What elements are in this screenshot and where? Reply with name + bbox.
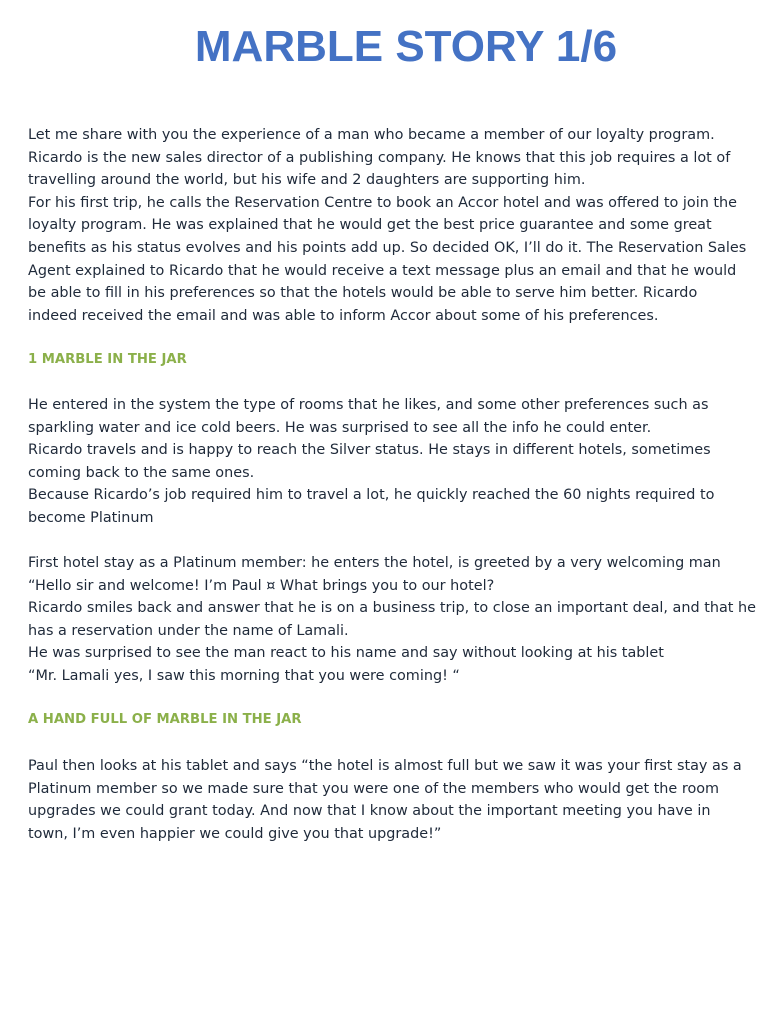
text-line: travelling around the world, but his wife and 2 daughters are supporting him.	[28, 172, 586, 189]
intro-paragraph	[28, 124, 748, 327]
text-line: First hotel stay as a Platinum member: he enters the hotel, is greeted by a very welcoming man	[28, 555, 721, 571]
text-line: Agent explained to Ricardo that he would receive a text message plus an email and that he would	[28, 262, 737, 279]
upgrade-paragraph	[28, 755, 748, 845]
page-title: MARBLE STORY 1/6	[194, 22, 618, 71]
text-line: loyalty program. He was explained that he would get the best price guarantee and some great	[28, 217, 712, 234]
text-line: has a reservation under the name of Lamali.	[28, 622, 349, 639]
hotel-stay-paragraph	[28, 552, 756, 688]
text-line: Paul then looks at his tablet and says “the hotel is almost full but we saw it was your first stay as a	[28, 758, 742, 774]
section-heading-2: A HAND FULL OF MARBLE IN THE JAR	[28, 712, 302, 727]
text-line: “Hello sir and welcome! I’m Paul ¤ What brings you to our hotel?	[28, 577, 495, 594]
section-heading-1: 1 MARBLE IN THE JAR	[28, 352, 187, 367]
text-line: coming back to the same ones.	[28, 464, 255, 481]
text-line: “Mr. Lamali yes, I saw this morning that you were coming! “	[28, 667, 460, 684]
text-line: Let me share with you the experience of a man who became a member of our loyalty program.	[28, 127, 715, 143]
text-line: town, I’m even happier we could give you that upgrade!”	[28, 825, 442, 842]
text-line: He was surprised to see the man react to his name and say without looking at his tablet	[28, 645, 664, 662]
preferences-paragraph	[28, 394, 748, 530]
text-line: Ricardo is the new sales director of a publishing company. He knows that this job requires a lot of	[28, 149, 731, 166]
text-line: indeed received the email and was able to inform Accor about some of his preferences.	[28, 307, 659, 324]
text-line: sparkling water and ice cold beers. He was surprised to see all the info he could enter.	[28, 419, 652, 436]
text-line: For his first trip, he calls the Reservation Centre to book an Accor hotel and was offered to join the	[28, 194, 738, 211]
text-line: He entered in the system the type of rooms that he likes, and some other preferences such as	[28, 397, 709, 413]
text-line: be able to fill in his preferences so that the hotels would be able to serve him better. Ricardo	[28, 285, 698, 302]
text-line: Because Ricardo’s job required him to travel a lot, he quickly reached the 60 nights required to	[28, 487, 715, 504]
text-line: Ricardo smiles back and answer that he is on a business trip, to close an important deal, and that he	[28, 600, 756, 617]
text-line: become Platinum	[28, 509, 154, 526]
text-line: Ricardo travels and is happy to reach the Silver status. He stays in different hotels, sometimes	[28, 442, 711, 459]
text-line: Platinum member so we made sure that you were one of the members who would get the room	[28, 780, 720, 797]
text-line: upgrades we could grant today. And now that I know about the important meeting you have in	[28, 803, 711, 820]
text-line: benefits as his status evolves and his points add up. So decided OK, I’ll do it. The Reservation Sales	[28, 239, 747, 256]
